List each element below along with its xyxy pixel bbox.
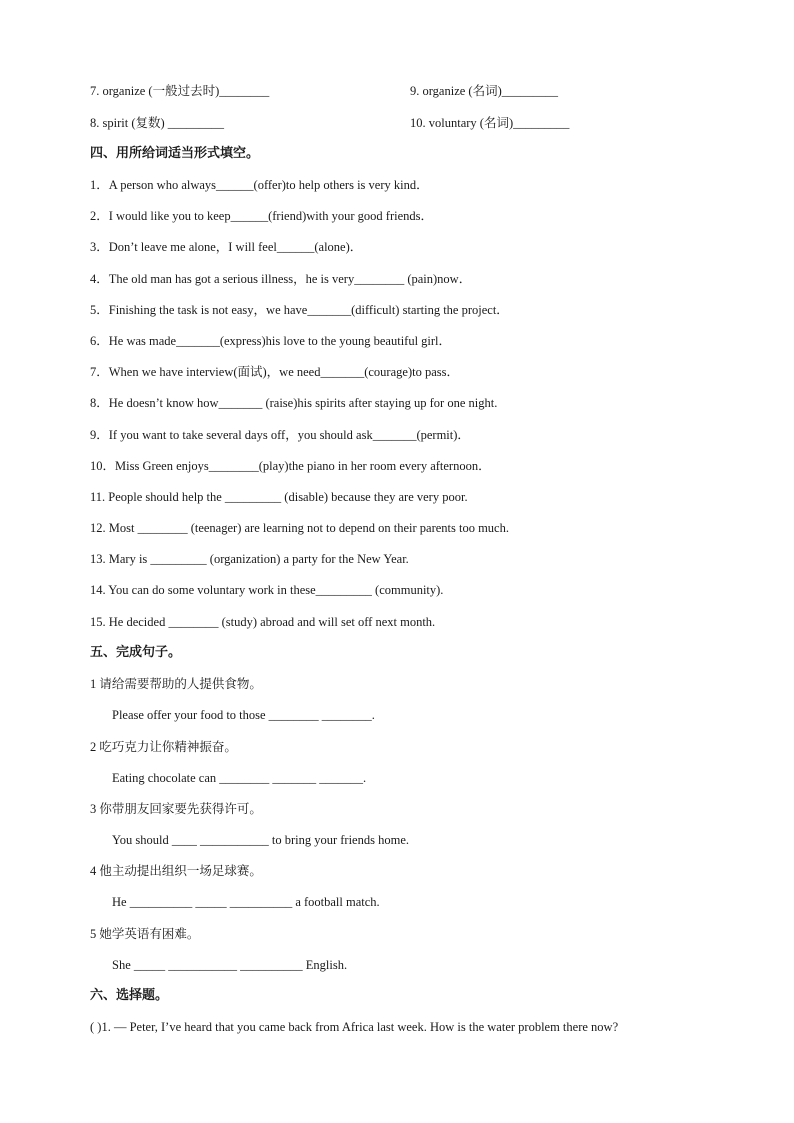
fill-item-13: 13. Mary is _________ (organization) a party for the New Year.	[90, 552, 409, 566]
sentence-4-english: He __________ _____ __________ a football match.	[112, 895, 380, 909]
choice-question-1: ( )1. — Peter, I’ve heard that you came back from Africa last week. How is the water problem there now?	[90, 1020, 619, 1034]
sentence-2-chinese: 2 吃巧克力让你精神振奋。	[90, 740, 237, 754]
fill-item-12: 12. Most ________ (teenager) are learning not to depend on their parents too much.	[90, 521, 509, 535]
fill-item-1: 1．A person who always______(offer)to help others is very kind．	[90, 178, 429, 192]
vocab-item-8: 8. spirit (复数) _________	[90, 116, 225, 130]
vocab-item-10: 10. voluntary (名词)_________	[410, 116, 570, 130]
sentence-1-english: Please offer your food to those ________ ________.	[112, 708, 375, 722]
sentence-1-chinese: 1 请给需要帮助的人提供食物。	[90, 677, 262, 691]
fill-item-8: 8．He doesn’t know how_______ (raise)his spirits after staying up for one night.	[90, 396, 498, 410]
fill-item-2: 2．I would like you to keep______(friend)with your good friends．	[90, 209, 433, 223]
fill-item-10: 10．Miss Green enjoys________(play)the piano in her room every afternoon．	[90, 459, 491, 473]
fill-item-11: 11. People should help the _________ (disable) because they are very poor.	[90, 490, 468, 504]
fill-item-5: 5．Finishing the task is not easy，we have_______(difficult) starting the project．	[90, 303, 509, 317]
sentence-3-chinese: 3 你带朋友回家要先获得许可。	[90, 802, 262, 816]
fill-item-14: 14. You can do some voluntary work in these_________ (community).	[90, 583, 444, 597]
sentence-2-english: Eating chocolate can ________ _______ _______.	[112, 771, 367, 785]
fill-item-4: 4．The old man has got a serious illness，he is very________ (pain)now．	[90, 272, 472, 286]
vocab-item-7: 7. organize (一般过去时)________	[90, 84, 270, 98]
section-6-title: 六、选择题。	[90, 988, 169, 1003]
fill-item-6: 6．He was made_______(express)his love to the young beautiful girl．	[90, 334, 452, 348]
sentence-5-chinese: 5 她学英语有困难。	[90, 927, 200, 941]
sentence-5-english: She _____ ___________ __________ English.	[112, 958, 348, 972]
sentence-4-chinese: 4 他主动提出组织一场足球赛。	[90, 864, 262, 878]
section-5-title: 五、完成句子。	[90, 645, 182, 660]
sentence-3-english: You should ____ ___________ to bring your friends home.	[112, 833, 409, 847]
fill-item-7: 7．When we have interview(面试)，we need_______(courage)to pass．	[90, 365, 459, 379]
fill-item-3: 3．Don’t leave me alone，I will feel______(alone)．	[90, 240, 363, 254]
fill-item-9: 9．If you want to take several days off，you should ask_______(permit)．	[90, 428, 470, 442]
fill-item-15: 15. He decided ________ (study) abroad and will set off next month.	[90, 615, 436, 629]
section-4-title: 四、用所给词适当形式填空。	[90, 146, 260, 161]
vocab-item-9: 9. organize (名词)_________	[410, 84, 559, 98]
